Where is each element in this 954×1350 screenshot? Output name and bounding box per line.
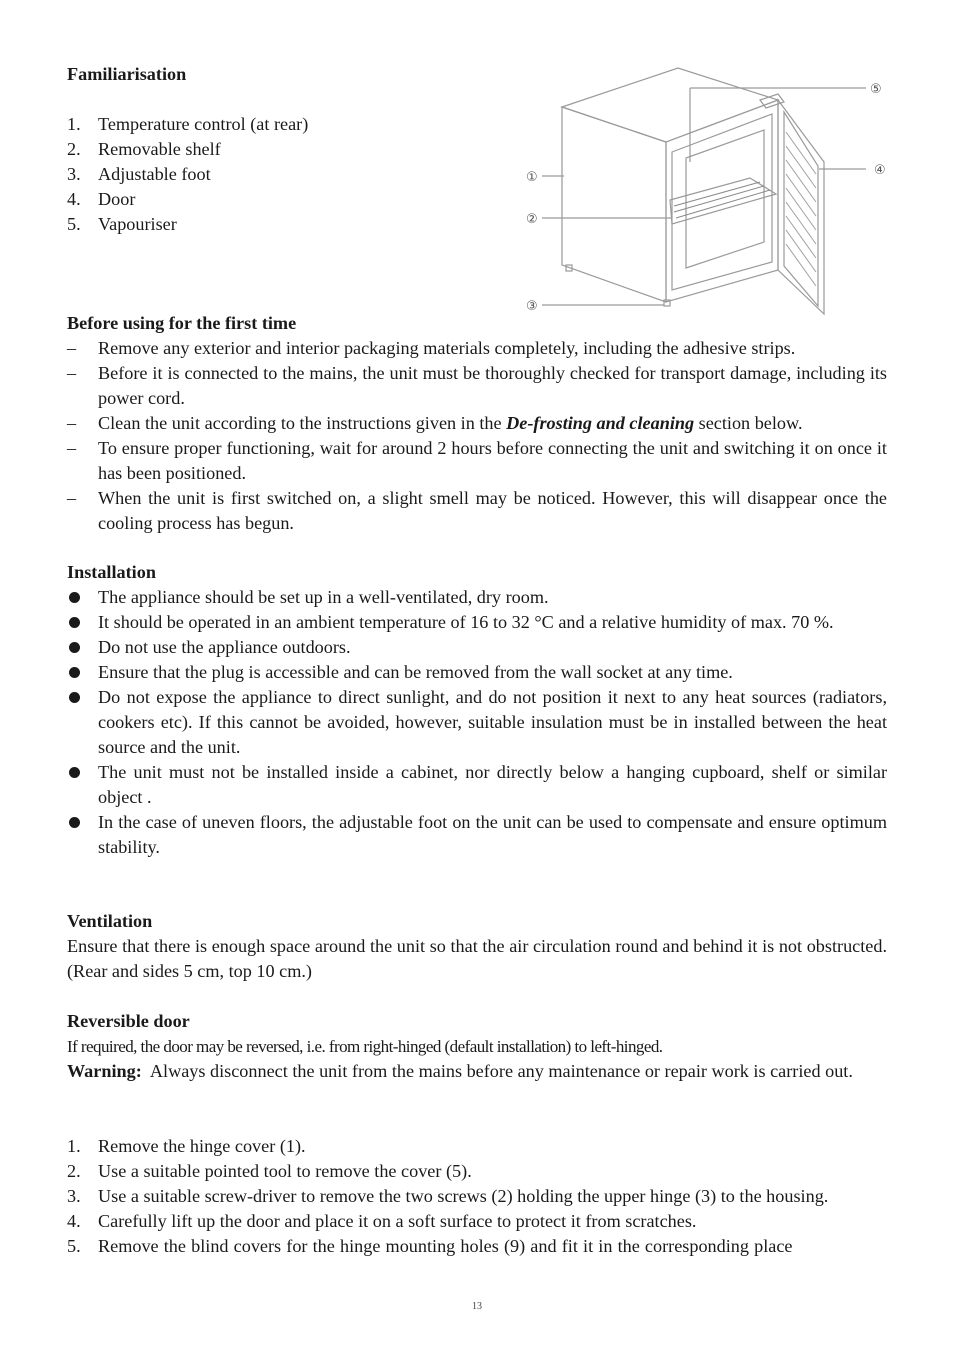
- list-item: – Clean the unit according to the instructions given in the De-frosting and cleaning section below.: [67, 413, 803, 433]
- familiarisation-heading: Familiarisation: [67, 64, 187, 84]
- bullet-icon: [69, 692, 80, 703]
- callout-5: ⑤: [870, 82, 882, 97]
- list-item: – To ensure proper functioning, wait for around 2 hours before connecting the unit and switching it on once it has been positioned.: [67, 438, 887, 483]
- list-item: Do not use the appliance outdoors.: [67, 635, 887, 660]
- list-item: – Before it is connected to the mains, the unit must be thoroughly checked for transport damage, including its power cord.: [67, 363, 887, 408]
- list-item: In the case of uneven floors, the adjustable foot on the unit can be used to compensate and ensure optimum stability.: [67, 810, 887, 860]
- list-item: 4. Carefully lift up the door and place it on a soft surface to protect it from scratches.: [67, 1211, 697, 1231]
- callout-4: ④: [874, 163, 886, 178]
- warning-paragraph: Warning: Always disconnect the unit from the mains before any maintenance or repair work is carried out.: [67, 1061, 853, 1081]
- bullet-icon: [69, 592, 80, 603]
- installation-list: [67, 585, 887, 860]
- ventilation-text: Ensure that there is enough space around the unit so that the air circulation round and behind it is not obstructed. (Rear and sides 5 cm, top 10 cm.): [67, 936, 887, 981]
- bullet-icon: [69, 617, 80, 628]
- familiarisation-list: [67, 112, 487, 237]
- installation-heading: Installation: [67, 562, 156, 582]
- list-item: The appliance should be set up in a well-ventilated, dry room.: [67, 585, 887, 610]
- bullet-icon: [69, 642, 80, 653]
- callout-3: ③: [526, 299, 538, 314]
- list-item: – When the unit is first switched on, a slight smell may be noticed. However, this will disappear once the cooling process has begun.: [67, 488, 887, 533]
- reversible-door-steps: [67, 1134, 887, 1259]
- list-item: 4. Door: [67, 189, 136, 209]
- list-item: 1. Temperature control (at rear): [67, 114, 309, 134]
- first-time-list: [67, 336, 887, 536]
- first-time-heading: Before using for the first time: [67, 313, 297, 333]
- list-item: Ensure that the plug is accessible and can be removed from the wall socket at any time.: [67, 660, 887, 685]
- list-item: 2. Use a suitable pointed tool to remove the cover (5).: [67, 1161, 472, 1181]
- callout-2: ②: [526, 212, 538, 227]
- list-item: 3. Use a suitable screw-driver to remove the two screws (2) holding the upper hinge (3) to the housing.: [67, 1186, 829, 1206]
- list-item: The unit must not be installed inside a cabinet, nor directly below a hanging cupboard, shelf or similar object .: [67, 760, 887, 810]
- section-reference: De-frosting and cleaning: [506, 413, 695, 433]
- list-item: Do not expose the appliance to direct sunlight, and do not position it next to any heat sources (radiators, cookers etc). If this cannot be avoided, however, suitable insulation must be in installed between the heat source and the unit.: [67, 685, 887, 760]
- list-item: 2. Removable shelf: [67, 139, 221, 159]
- reversible-door-intro: If required, the door may be reversed, i.e. from right-hinged (default installation) to left-hinged.: [67, 1037, 663, 1056]
- list-item: 1. Remove the hinge cover (1).: [67, 1136, 306, 1156]
- fridge-diagram-illustration: [524, 62, 894, 320]
- reversible-door-heading: Reversible door: [67, 1011, 190, 1031]
- warning-label: Warning:: [67, 1061, 142, 1081]
- list-item: It should be operated in an ambient temperature of 16 to 32 °C and a relative humidity of max. 70 %.: [67, 610, 887, 635]
- page-number: 13: [472, 1301, 482, 1312]
- callout-1: ①: [526, 170, 538, 185]
- list-item: 5. Remove the blind covers for the hinge mounting holes (9) and fit it in the corresponding place: [67, 1236, 793, 1256]
- bullet-icon: [69, 817, 80, 828]
- bullet-icon: [69, 667, 80, 678]
- list-item: 3. Adjustable foot: [67, 164, 211, 184]
- list-item: – Remove any exterior and interior packaging materials completely, including the adhesive strips.: [67, 338, 796, 358]
- bullet-icon: [69, 767, 80, 778]
- list-item: 5. Vapouriser: [67, 214, 177, 234]
- ventilation-heading: Ventilation: [67, 911, 153, 931]
